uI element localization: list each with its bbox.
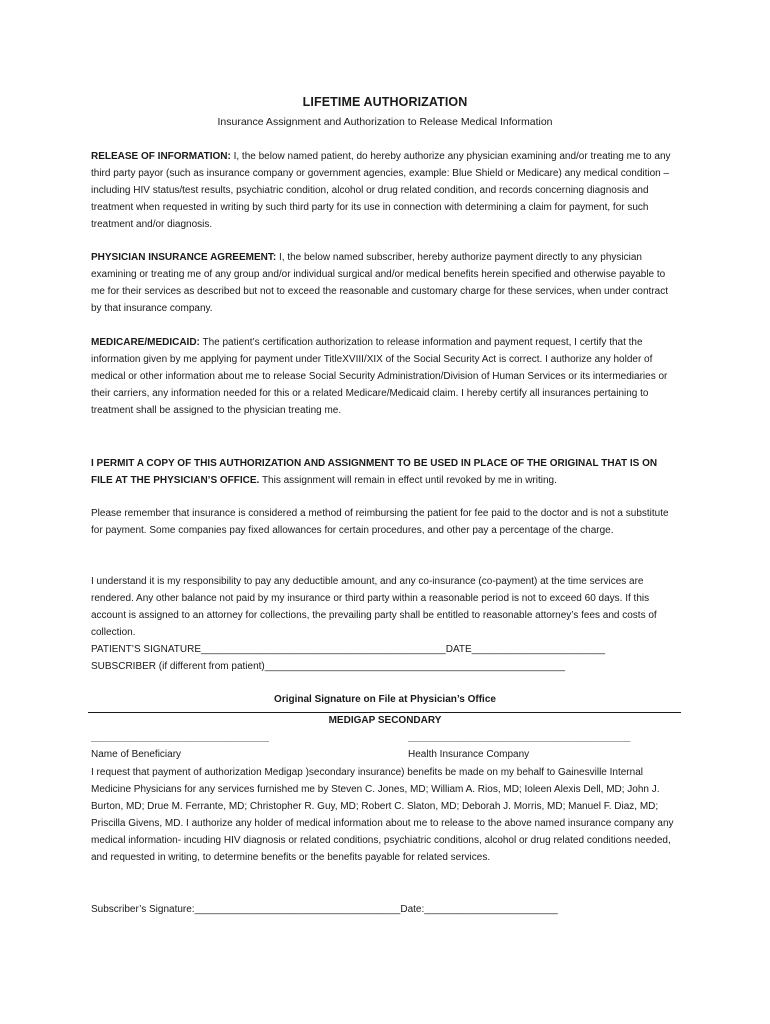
medigap-heading: MEDIGAP SECONDARY (328, 715, 442, 726)
physician-agreement-paragraph (91, 249, 679, 317)
section-divider (88, 712, 681, 713)
document-title: LIFETIME AUTHORIZATION (302, 95, 468, 109)
release-heading: RELEASE OF INFORMATION: (91, 151, 231, 162)
beneficiary-name-line[interactable]: ________________________________ (91, 732, 269, 743)
permit-body: This assignment will remain in effect until revoked by me in writing. (259, 475, 557, 486)
subscriber-signature-line[interactable]: Subscriber’s Signature:_____________________________________Date:________________________ (91, 904, 558, 915)
payment-responsibility-paragraph: I understand it is my responsibility to pay any deductible amount, and any co-insurance (co-payment) at the time services are rendered. Any other balance not paid by my insurance or third party within a reasonable period is not to exceed 60 days. If this account is assigned to an attorney for collections, the prevailing party shall be entitled to reasonable attorney’s fees and costs of collection. (91, 576, 657, 638)
subscriber-line[interactable]: SUBSCRIBER (if different from patient)______________________________________________________ (91, 661, 566, 672)
insurance-company-line[interactable]: ________________________________________ (408, 732, 631, 743)
release-body: I, the below named patient, do hereby authorize any physician examining and/or treating me to any third party payor (such as insurance company or government agencies, example: Blue Shield or Medicare) any medical condition – including HIV status/test results, psychiatric condition, alcohol or drug related condition, and records concerning diagnosis and treatment when requested in writing by such third party for its use in connection with determining a claim for payment, for such treatment and/or diagnosis. (91, 151, 671, 230)
physician-body: I, the below named subscriber, hereby authorize payment directly to any physician examining or treating me of any group and/or individual surgical and/or medical benefits herein specified and otherwise payable to me for their services as described but not to exceed the reasonable and customary charge for these services, when under contract by that insurance company. (91, 252, 668, 314)
patient-signature-line[interactable]: PATIENT’S SIGNATURE____________________________________________DATE________________________ (91, 644, 606, 655)
medicare-body: The patient’s certification authorization to release information and payment request, I certify that the information given by me applying for payment under TitleXVIII/XIX of the Social Security Act is correct. I authorize any holder of medical or other information about me to release Social Security Administration/Division of Human Services or its intermediaries or their carriers, any information needed for this or a related Medicare/Medicaid claim. I hereby certify all insurances pertaining to treatment shall be assigned to the physician treating me. (91, 337, 668, 416)
beneficiary-label: Name of Beneficiary (91, 749, 182, 760)
medigap-authorization-paragraph: I request that payment of authorization Medigap )secondary insurance) benefits be made on my behalf to Gainesville Internal Medicine Physicians for any services furnished me by Steven C. Jones, MD; William A. Rios, MD; Ioleen Alexis Dell, MD; John J. Burton, MD; Drue M. Ferrante, MD; Christopher R. Guy, MD; Robert C. Slaton, MD; Deborah J. Morris, MD; Manuel F. Diaz, MD; Priscilla Givens, MD. I authorize any holder of medical information about me to release to the above named insurance company any medical information- incuding HIV diagnosis or related conditions, psychiatric conditions, alcohol or drug related conditions needed, and requested in writing, to determine benefits or the benefits payable for related services. (91, 767, 674, 863)
permit-heading: I PERMIT A COPY OF THIS AUTHORIZATION AND ASSIGNMENT TO BE USED IN PLACE OF THE ORIGINAL THAT IS ON FILE AT THE PHYSICIAN’S OFFICE. (91, 458, 658, 486)
original-signature-note: Original Signature on File at Physician’s Office (274, 694, 496, 705)
insurance-company-label: Health Insurance Company (408, 749, 530, 760)
medicare-heading: MEDICARE/MEDICAID: (91, 337, 200, 348)
insurance-reminder-paragraph: Please remember that insurance is considered a method of reimbursing the patient for fee paid to the doctor and is not a substitute for payment. Some companies pay fixed allowances for certain procedures, and other pay a percentage of the charge. (91, 508, 669, 536)
physician-heading: PHYSICIAN INSURANCE AGREEMENT: (91, 252, 277, 263)
permit-paragraph (91, 455, 679, 489)
release-of-information-paragraph (91, 148, 679, 233)
document-subtitle: Insurance Assignment and Authorization to Release Medical Information (217, 116, 553, 128)
medicare-paragraph (91, 334, 679, 419)
